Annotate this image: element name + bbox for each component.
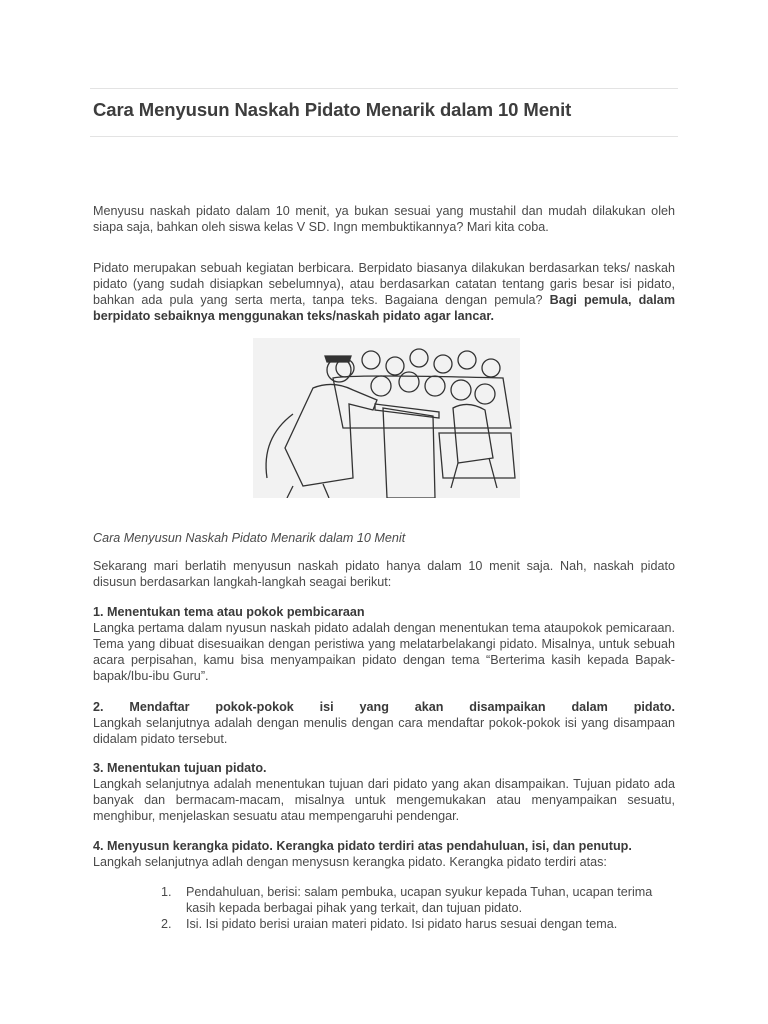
- title-divider: [90, 136, 678, 137]
- speech-paragraph: [93, 260, 675, 324]
- step-heading: 1. Menentukan tema atau pokok pembicaraan: [93, 605, 365, 619]
- step-body: Langkah selanjutnya adalah dengan menulis dengan cara mendaftar pokok-pokok isi yang disampaan didalam pidato tersebut.: [93, 716, 675, 746]
- step-body: Langkah selanjutnya adlah dengan menysusn kerangka pidato. Kerangka pidato terdiri atas:: [93, 855, 607, 869]
- step-3: [93, 760, 675, 824]
- list-item: [93, 916, 675, 932]
- outline-list: [93, 884, 675, 932]
- speech-paragraph-bold: Bagi pemula, dalam berpidato sebaiknya menggunakan teks/naskah pidato agar lancar.: [93, 293, 676, 323]
- speech-illustration: [253, 338, 520, 498]
- list-item-number: 1.: [161, 885, 172, 899]
- step-heading: 3. Menentukan tujuan pidato.: [93, 761, 267, 775]
- speech-illustration-drawing: [253, 338, 520, 498]
- list-item-text: Isi. Isi pidato berisi uraian materi pidato. Isi pidato harus sesuai dengan tema.: [186, 917, 618, 931]
- step-2: [93, 699, 675, 747]
- step-heading: 2. Mendaftar pokok-pokok isi yang akan disampaikan dalam pidato.: [93, 700, 675, 714]
- intro-steps-paragraph: Sekarang mari berlatih menyusun naskah pidato hanya dalam 10 menit saja. Nah, naskah pidato disusun berdasarkan langkah-langkah seagai berikut:: [93, 559, 675, 589]
- step-heading: 4. Menyusun kerangka pidato. Kerangka pidato terdiri atas pendahuluan, isi, dan penutup.: [93, 839, 632, 853]
- list-item-text: Pendahuluan, berisi: salam pembuka, ucapan syukur kepada Tuhan, ucapan terima kasih kepada berbagai pihak yang terkait, dan tujuan pidato.: [186, 885, 653, 915]
- step-4: [93, 838, 675, 870]
- image-caption: Cara Menyusun Naskah Pidato Menarik dalam 10 Menit: [93, 531, 406, 545]
- top-divider: [90, 88, 678, 89]
- intro-paragraph: Menyusu naskah pidato dalam 10 menit, ya bukan sesuai yang mustahil dan mudah dilakukan oleh siapa saja, bahkan oleh siswa kelas V SD. Ingn membuktikannya? Mari kita coba.: [93, 204, 675, 234]
- step-1: [93, 604, 675, 684]
- step-body: Langkah selanjutnya adalah menentukan tujuan dari pidato yang akan disampaikan. Tujuan pidato ada banyak dan bermacam-macam, misalnya untuk mengemukakan atau menyampaikan sesuatu, menghibur, menjelaskan sesuatu atau mempengaruhi pendengar.: [93, 777, 675, 823]
- step-body: Langka pertama dalam nyusun naskah pidato adalah dengan menentukan tema ataupokok pemicaraan. Tema yang dibuat disesuaikan dengan peristiwa yang melatarbelakangi pidato. Misalnya, untuk sebuah acara perpisahan, kamu bisa menyampaikan pidato dengan tema “Berterima kasih kepada Bapak-bapak/Ibu-ibu Guru”.: [93, 621, 675, 683]
- list-item: [93, 884, 675, 916]
- page-title: Cara Menyusun Naskah Pidato Menarik dalam 10 Menit: [93, 99, 572, 120]
- list-item-number: 2.: [161, 917, 172, 931]
- speech-paragraph-text: Pidato merupakan sebuah kegiatan berbicara. Berpidato biasanya dilakukan berdasarkan teks/ naskah pidato (yang sudah disiapkan sebelumnya), atau berdasarkan catatan tentang garis besar isi pidato, bahkan ada pula yang serta merta, tanpa teks. Bagaiana dengan pemula?: [93, 261, 675, 307]
